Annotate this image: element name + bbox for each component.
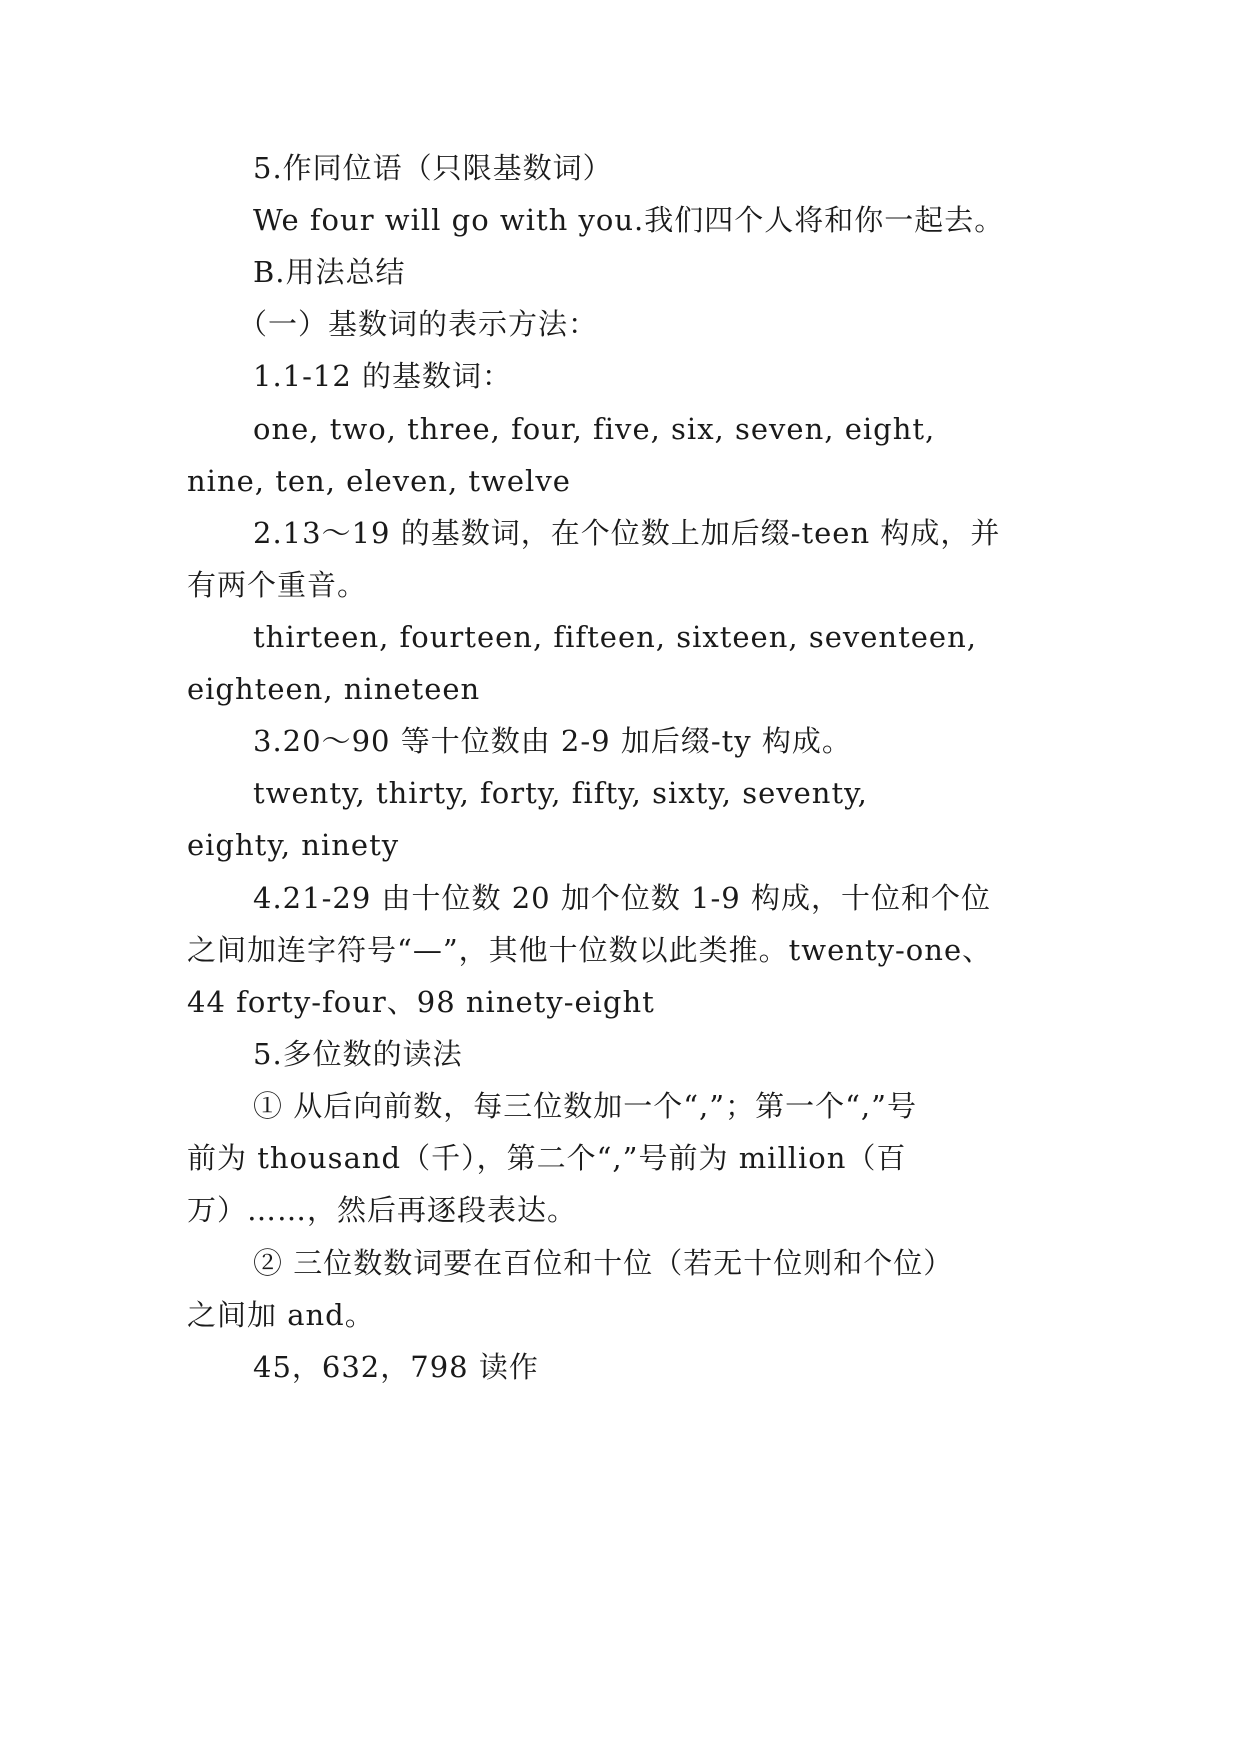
rule-1-line-3: 万）……，然后再逐段表达。: [187, 1193, 578, 1227]
rule-1-line-2: 前为 thousand（千），第二个“,”号前为 million（百: [187, 1141, 907, 1175]
item-3-words-line-2: eighty, ninety: [187, 828, 400, 862]
item-2-text-line-2: 有两个重音。: [187, 568, 368, 602]
item-1-words-line-2: nine, ten, eleven, twelve: [187, 464, 571, 498]
subsection-heading-cardinal: （一）基数词的表示方法：: [238, 307, 599, 341]
rule-2-line-1: ② 三位数数词要在百位和十位（若无十位则和个位）: [253, 1246, 954, 1280]
item-2-words-line-2: eighteen, nineteen: [187, 672, 481, 706]
example-number: 45，632，798 读作: [253, 1350, 539, 1384]
item-3-words-line-1: twenty, thirty, forty, fifty, sixty, seventy,: [253, 776, 868, 810]
example-sentence: We four will go with you.我们四个人将和你一起去。: [253, 203, 1005, 237]
item-2-text-line-1: 2.13～19 的基数词，在个位数上加后缀-teen 构成，并: [253, 516, 1001, 550]
item-5-heading: 5.多位数的读法: [253, 1037, 463, 1071]
item-2-words-line-1: thirteen, fourteen, fifteen, sixteen, seventeen,: [253, 620, 977, 654]
item-4-text-line-3: 44 forty-four、98 ninety-eight: [187, 985, 655, 1019]
item-1-words-line-1: one, two, three, four, five, six, seven, eight,: [253, 412, 936, 446]
heading-appositive: 5.作同位语（只限基数词）: [253, 151, 613, 185]
item-4-text-line-2: 之间加连字符号“—”，其他十位数以此类推。twenty-one、: [187, 933, 993, 967]
item-1-heading: 1.1-12 的基数词：: [253, 359, 513, 393]
section-heading-usage-summary: B.用法总结: [253, 255, 406, 289]
item-4-text-line-1: 4.21-29 由十位数 20 加个位数 1-9 构成，十位和个位: [253, 881, 991, 915]
rule-2-line-2: 之间加 and。: [187, 1298, 375, 1332]
rule-1-line-1: ① 从后向前数，每三位数加一个“,”；第一个“,”号: [253, 1089, 917, 1123]
item-3-text: 3.20～90 等十位数由 2-9 加后缀-ty 构成。: [253, 724, 852, 758]
